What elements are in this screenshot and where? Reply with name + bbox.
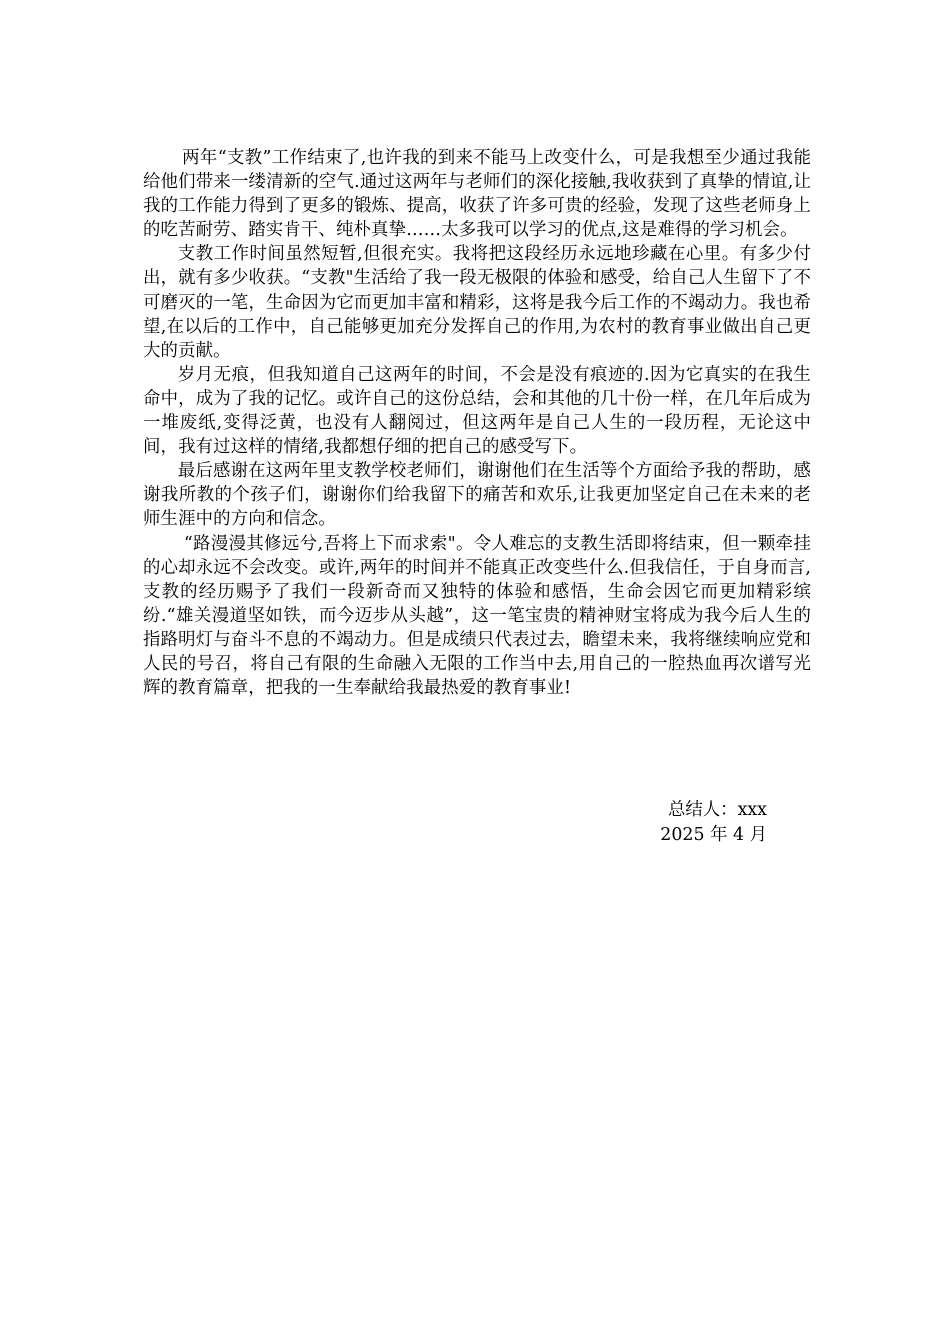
paragraph-4: 最后感谢在这两年里支教学校老师们，谢谢他们在生活等个方面给予我的帮助，感谢我所教的个孩子们，谢谢你们给我留下的痛苦和欢乐,让我更加坚定自己在未来的老师生涯中的方向和信念。	[143, 461, 811, 530]
date-line: 2025 年 4 月	[660, 825, 767, 845]
paragraph-1: 两年“支教”工作结束了,也许我的到来不能马上改变什么，可是我想至少通过我能给他们带来一缕清新的空气.通过这两年与老师们的深化接触,我收获到了真挚的情谊,让我的工作能力得到了更多的锻炼、提高，收获了许多可贵的经验，发现了这些老师身上的吃苦耐劳、踏实肯干、纯朴真挚……太多我可以学习的优点,这是难得的学习机会。	[143, 148, 811, 241]
document-body	[143, 146, 811, 700]
paragraph-3: 岁月无痕，但我知道自己这两年的时间，不会是没有痕迹的.因为它真实的在我生命中，成为了我的记忆。或许自己的这份总结，会和其他的几十份一样，在几年后成为一堆废纸,变得泛黄，也没有人翻阅过，但这两年是自己人生的一段历程，无论这中间，我有过这样的情绪,我都想仔细的把自己的感受写下。	[143, 364, 811, 458]
author-line: 总结人：xxx	[668, 800, 767, 820]
paragraph-2: 支教工作时间虽然短暂,但很充实。我将把这段经历永远地珍藏在心里。有多少付出，就有多少收获。“支教"生活给了我一段无极限的体验和感受，给自己人生留下了不可磨灭的一笔，生命因为它而更加丰富和精彩，这将是我今后工作的不竭动力。我也希望,在以后的工作中，自己能够更加充分发挥自己的作用,为农村的教育事业做出自己更大的贡献。	[143, 244, 811, 361]
paragraph-5: “路漫漫其修远兮,吾将上下而求索"。令人难忘的支教生活即将结束，但一颗牵挂的心却永远不会改变。或许,两年的时间并不能真正改变些什么.但我信任，于自身而言,支教的经历赐予了我们一段新奇而又独特的体验和感悟，生命会因它而更加精彩缤纷.“雄关漫道坚如铁，而今迈步从头越”，这一笔宝贵的精神财宝将成为我今后人生的指路明灯与奋斗不息的不竭动力。但是成绩只代表过去，瞻望未来，我将继续响应党和人民的号召，将自己有限的生命融入无限的工作当中去,用自己的一腔热血再次谱写光辉的教育篇章，把我的一生奉献给我最热爱的教育事业!	[143, 533, 811, 699]
signature-block	[660, 798, 767, 848]
